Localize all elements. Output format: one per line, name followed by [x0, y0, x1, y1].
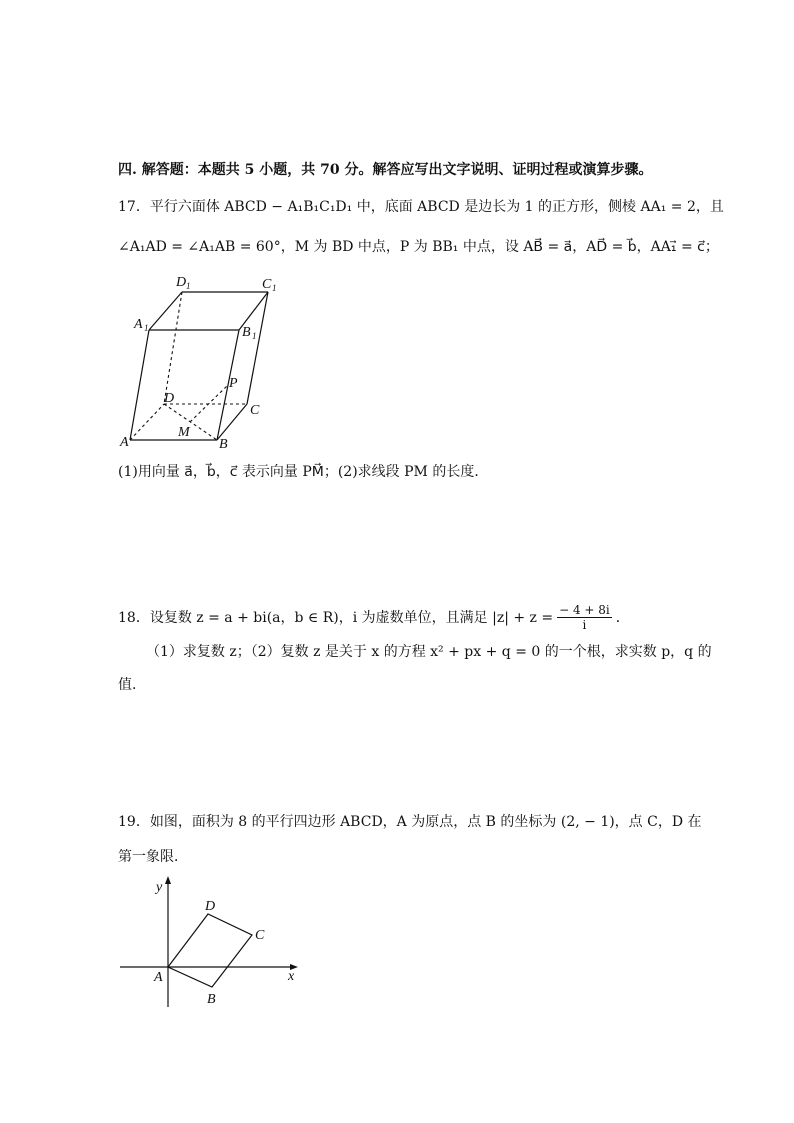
q18-line1	[118, 603, 630, 632]
q18-line2: （1）求复数 z；（2）复数 z 是关于 x 的方程 x² + px + q = 0 的一个根，求实数 p，q 的	[146, 644, 712, 660]
parallelogram-abcd	[168, 914, 252, 987]
edge-cc1	[247, 292, 268, 404]
label-d: D	[205, 899, 216, 914]
label-b1-sub: 1	[252, 331, 257, 341]
label-m: M	[178, 425, 190, 440]
label-d1-sub: 1	[186, 281, 191, 291]
y-axis-arrow-icon	[165, 876, 171, 884]
q19-line2: 第一象限．	[118, 849, 188, 865]
label-y: y	[156, 880, 163, 895]
label-a1-sub: 1	[144, 323, 149, 333]
q18-fraction	[557, 603, 612, 632]
q19-line1: 19．如图，面积为 8 的平行四边形 ABCD，A 为原点，点 B 的坐标为 (2, − 1)，点 C，D 在	[118, 814, 702, 830]
q18-fraction-numerator: − 4 + 8i	[559, 603, 610, 617]
q18-line3: 值．	[118, 677, 146, 693]
q18-line1-suffix: ．	[615, 609, 630, 626]
q17-line1: 17．平行六面体 ABCD − A₁B₁C₁D₁ 中，底面 ABCD 是边长为 1 的正方形，侧棱 AA₁ = 2，且	[118, 199, 724, 215]
label-a: A	[134, 317, 143, 332]
label-c: C	[262, 277, 272, 292]
label-b-base: B	[219, 437, 228, 452]
label-d-base: D	[164, 391, 175, 406]
q17-line2: ∠A₁AD = ∠A₁AB = 60°，M 为 BD 中点，P 为 BB₁ 中点，设 AB⃗ = a⃗，AD⃗ = b⃗，AA₁⃗ = c⃗；	[118, 239, 719, 255]
q17-question: (1)用向量 a⃗，b⃗，c⃗ 表示向量 PM⃗；(2)求线段 PM 的长度．	[118, 464, 489, 480]
label-a-base: A	[120, 435, 129, 450]
edge-aa1	[130, 330, 149, 440]
section-header: 四. 解答题：本题共 5 小题，共 70 分。解答应写出文字说明、证明过程或演算步骤。	[118, 162, 653, 178]
label-b: B	[242, 325, 251, 340]
edge-bc	[217, 404, 247, 440]
label-a: A	[154, 970, 163, 985]
parallelogram-coordinate-figure	[112, 872, 312, 1014]
parallelepiped-figure	[112, 268, 292, 458]
q18-line1-prefix: 18．设复数 z = a + bi(a，b ∈ R)，i 为虚数单位，且满足 |z| + z =	[118, 609, 554, 626]
label-x: x	[288, 969, 295, 984]
label-p: P	[229, 376, 238, 391]
label-d: D	[176, 275, 187, 290]
label-b: B	[207, 992, 216, 1007]
label-c-base: C	[250, 403, 260, 418]
label-c: C	[255, 928, 265, 943]
label-c1-sub: 1	[272, 283, 277, 293]
q18-fraction-denominator: i	[582, 618, 587, 632]
